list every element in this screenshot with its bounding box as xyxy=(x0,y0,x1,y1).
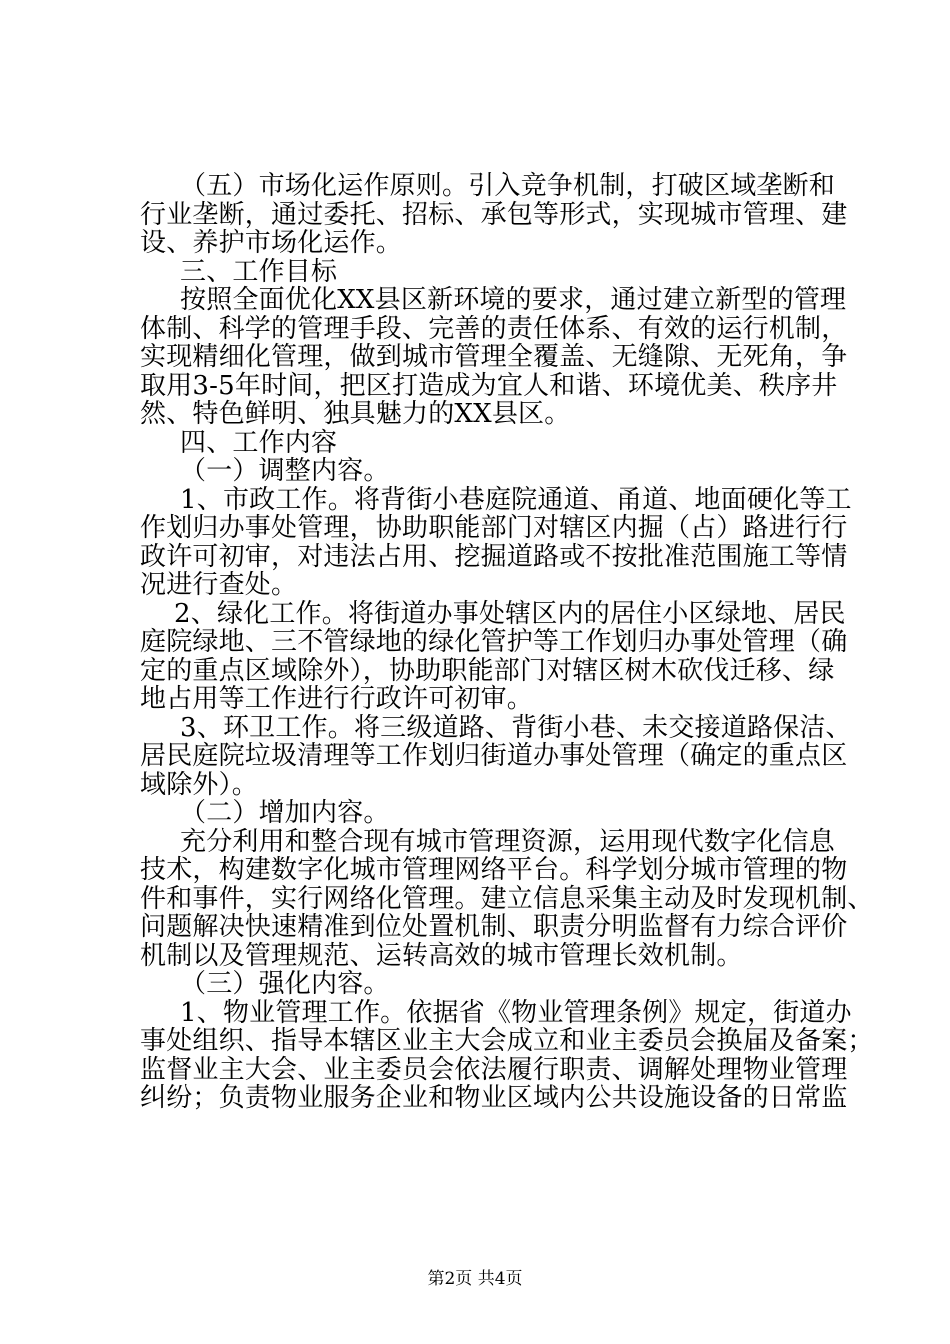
paragraph-line: （五）市场化运作原则。引入竞争机制，打破区域垄断和 xyxy=(180,171,836,201)
paragraph-line: 体制、科学的管理手段、完善的责任体系、有效的运行机制， xyxy=(140,313,848,344)
paragraph-line: 技术，构建数字化城市管理网络平台。科学划分城市管理的物 xyxy=(140,855,848,885)
paragraph-line: 取用3-5年时间，把区打造成为宜人和谐、环境优美、秩序井 xyxy=(140,370,838,401)
paragraph-line: 域除外）。 xyxy=(140,769,259,800)
paragraph-line: 纠纷；负责物业服务企业和物业区域内公共设施设备的日常监 xyxy=(140,1083,848,1113)
paragraph-line: 监督业主大会、业主委员会依法履行职责、调解处理物业管理 xyxy=(140,1054,848,1085)
paragraph-line: 1、物业管理工作。依据省《物业管理条例》规定，街道办 xyxy=(180,997,852,1028)
page-number: 第2页 共4页 xyxy=(427,1269,523,1289)
paragraph-line: 居民庭院垃圾清理等工作划归街道办事处管理（确定的重点区 xyxy=(140,741,848,771)
paragraph-line: 庭院绿地、三不管绿地的绿化管护等工作划归办事处管理（确 xyxy=(140,627,848,657)
paragraph-line: 事处组织、指导本辖区业主大会成立和业主委员会换届及备案； xyxy=(140,1026,874,1056)
paragraph-line: 充分利用和整合现有城市管理资源，运用现代数字化信息 xyxy=(180,826,836,857)
paragraph-line: 机制以及管理规范、运转高效的城市管理长效机制。 xyxy=(140,940,743,971)
section-heading: 三、工作目标 xyxy=(180,256,338,287)
paragraph-line: 1、市政工作。将背街小巷庭院通道、甬道、地面硬化等工 xyxy=(180,484,852,515)
paragraph-line: 问题解决快速精准到位处置机制、职责分明监督有力综合评价 xyxy=(140,912,848,942)
section-heading: 四、工作内容 xyxy=(180,427,338,458)
paragraph-line: 2、绿化工作。将街道办事处辖区内的居住小区绿地、居民 xyxy=(174,598,846,629)
paragraph-line: 定的重点区域除外），协助职能部门对辖区树木砍伐迁移、绿 xyxy=(140,655,835,686)
paragraph-line: 作划归办事处管理，协助职能部门对辖区内掘（占）路进行行 xyxy=(140,513,848,543)
subsection-heading: （一）调整内容。 xyxy=(180,456,390,486)
paragraph-line: 政许可初审，对违法占用、挖掘道路或不按批准范围施工等情 xyxy=(140,541,848,572)
paragraph-line: 地占用等工作进行行政许可初审。 xyxy=(140,684,534,714)
subsection-heading: （三）强化内容。 xyxy=(180,969,390,999)
paragraph-line: 按照全面优化XX县区新环境的要求，通过建立新型的管理 xyxy=(180,285,847,315)
subsection-heading: （二）增加内容。 xyxy=(180,798,390,828)
paragraph-line: 3、环卫工作。将三级道路、背街小巷、未交接道路保洁、 xyxy=(180,712,852,743)
document-body xyxy=(140,171,874,1113)
paragraph-line: 然、特色鲜明、独具魅力的XX县区。 xyxy=(140,399,571,429)
paragraph-line: 况进行查处。 xyxy=(140,570,298,600)
paragraph-line: 件和事件，实行网络化管理。建立信息采集主动及时发现机制、 xyxy=(140,883,874,914)
paragraph-line: 设、养护市场化运作。 xyxy=(140,228,403,258)
paragraph-line: 实现精细化管理，做到城市管理全覆盖、无缝隙、无死角，争 xyxy=(140,342,848,372)
paragraph-line: 行业垄断，通过委托、招标、承包等形式，实现城市管理、建 xyxy=(140,199,848,230)
